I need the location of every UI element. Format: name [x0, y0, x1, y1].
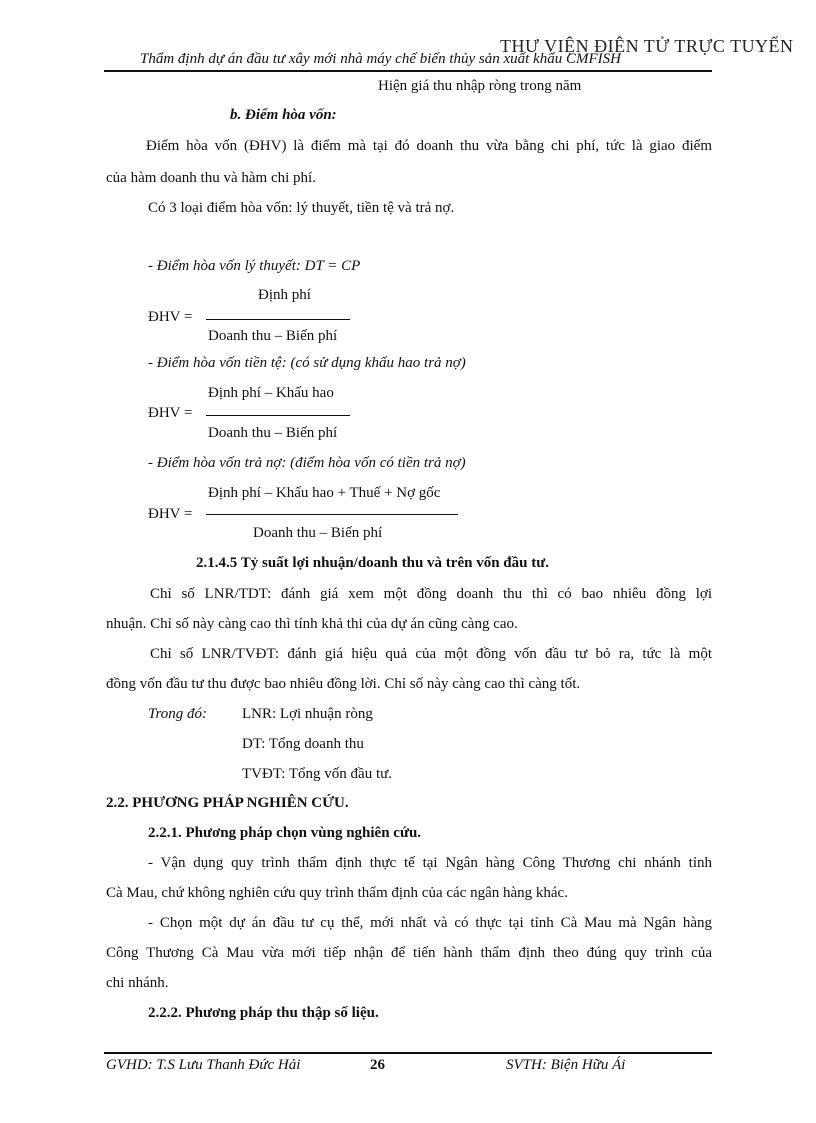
formula-3-denominator: Doanh thu – Biến phí [253, 525, 383, 541]
where-item-tvdt: TVĐT: Tổng vốn đầu tư. [242, 766, 393, 782]
where-label: Trong đó: [148, 706, 208, 722]
paragraph-6-line-3: chi nhánh. [106, 975, 169, 991]
paragraph-3-line-1: Chỉ số LNR/TDT: đánh giá xem một đồng doanh thu thì có bao nhiêu đồng lợi [150, 586, 712, 602]
paragraph-6-line-1: - Chọn một dự án đầu tư cụ thể, mới nhất và có thực tại tỉnh Cà Mau mà Ngân hàng [148, 915, 712, 931]
footer-advisor: GVHD: T.S Lưu Thanh Đức Hải [106, 1057, 301, 1073]
section-2145-heading: 2.1.4.5 Tỷ suất lợi nhuận/doanh thu và trên vốn đầu tư. [196, 555, 549, 571]
formula-3-numerator: Định phí – Khấu hao + Thuế + Nợ gốc [208, 485, 441, 501]
footer-student: SVTH: Biện Hữu Ái [506, 1057, 626, 1073]
paragraph-5-line-2: Cà Mau, chứ không nghiên cứu quy trình thẩm định của các ngân hàng khác. [106, 885, 568, 901]
paragraph-2: Có 3 loại điểm hòa vốn: lý thuyết, tiền tệ và trả nợ. [148, 200, 455, 216]
running-header-title: Thẩm định dự án đầu tư xây mới nhà máy chế biến thủy sản xuất khẩu CMFISH [140, 51, 621, 67]
formula-2-denominator: Doanh thu – Biến phí [208, 425, 338, 441]
header-rule [104, 70, 712, 72]
breakeven-item-2: - Điểm hòa vốn tiền tệ: (có sử dụng khấu hao trả nợ) [148, 355, 466, 371]
paragraph-1-line-1: Điểm hòa vốn (ĐHV) là điểm mà tại đó doanh thu vừa bằng chi phí, tức là giao điểm [146, 138, 712, 154]
section-221-heading: 2.2.1. Phương pháp chọn vùng nghiên cứu. [148, 825, 422, 841]
watermark-text: THƯ VIỆN ĐIỆN TỬ TRỰC TUYẾN [500, 36, 794, 56]
paragraph-6-line-2: Công Thương Cà Mau vừa mới tiếp nhận để tiến hành thẩm định theo đúng quy trình của [106, 945, 712, 961]
section-b-heading: b. Điểm hòa vốn: [230, 107, 337, 123]
formula-2-numerator: Định phí – Khấu hao [208, 385, 334, 401]
formula-1-denominator: Doanh thu – Biến phí [208, 328, 338, 344]
top-line-text: Hiện giá thu nhập ròng trong năm [378, 78, 582, 94]
footer-rule [104, 1052, 712, 1054]
breakeven-item-1: - Điểm hòa vốn lý thuyết: DT = CP [148, 258, 361, 274]
paragraph-1-line-2: của hàm doanh thu và hàm chi phí. [106, 170, 316, 186]
where-item-dt: DT: Tổng doanh thu [242, 736, 364, 752]
paragraph-3-line-2: nhuận. Chỉ số này càng cao thì tính khả thi của dự án cũng càng cao. [106, 616, 518, 632]
paragraph-4-line-1: Chỉ số LNR/TVĐT: đánh giá hiệu quả của một đồng vốn đầu tư bỏ ra, tức là một [150, 646, 712, 662]
formula-1-numerator: Định phí [258, 287, 311, 303]
formula-3-fraction-bar [206, 514, 458, 515]
paragraph-4-line-2: đồng vốn đầu tư thu được bao nhiêu đồng lời. Chỉ số này càng cao thì càng tốt. [106, 676, 581, 692]
where-item-lnr: LNR: Lợi nhuận ròng [242, 706, 373, 722]
footer-page-number: 26 [370, 1057, 385, 1073]
formula-3-lhs: ĐHV = [148, 506, 193, 522]
section-22-heading: 2.2. PHƯƠNG PHÁP NGHIÊN CỨU. [106, 795, 349, 811]
formula-2-lhs: ĐHV = [148, 405, 193, 421]
formula-1-lhs: ĐHV = [148, 309, 193, 325]
formula-2-fraction-bar [206, 415, 350, 416]
formula-1-fraction-bar [206, 319, 350, 320]
section-222-heading: 2.2.2. Phương pháp thu thập số liệu. [148, 1005, 379, 1021]
breakeven-item-3: - Điểm hòa vốn trả nợ: (điểm hòa vốn có tiền trả nợ) [148, 455, 466, 471]
paragraph-5-line-1: - Vận dụng quy trình thẩm định thực tế tại Ngân hàng Công Thương chi nhánh tỉnh [148, 855, 712, 871]
